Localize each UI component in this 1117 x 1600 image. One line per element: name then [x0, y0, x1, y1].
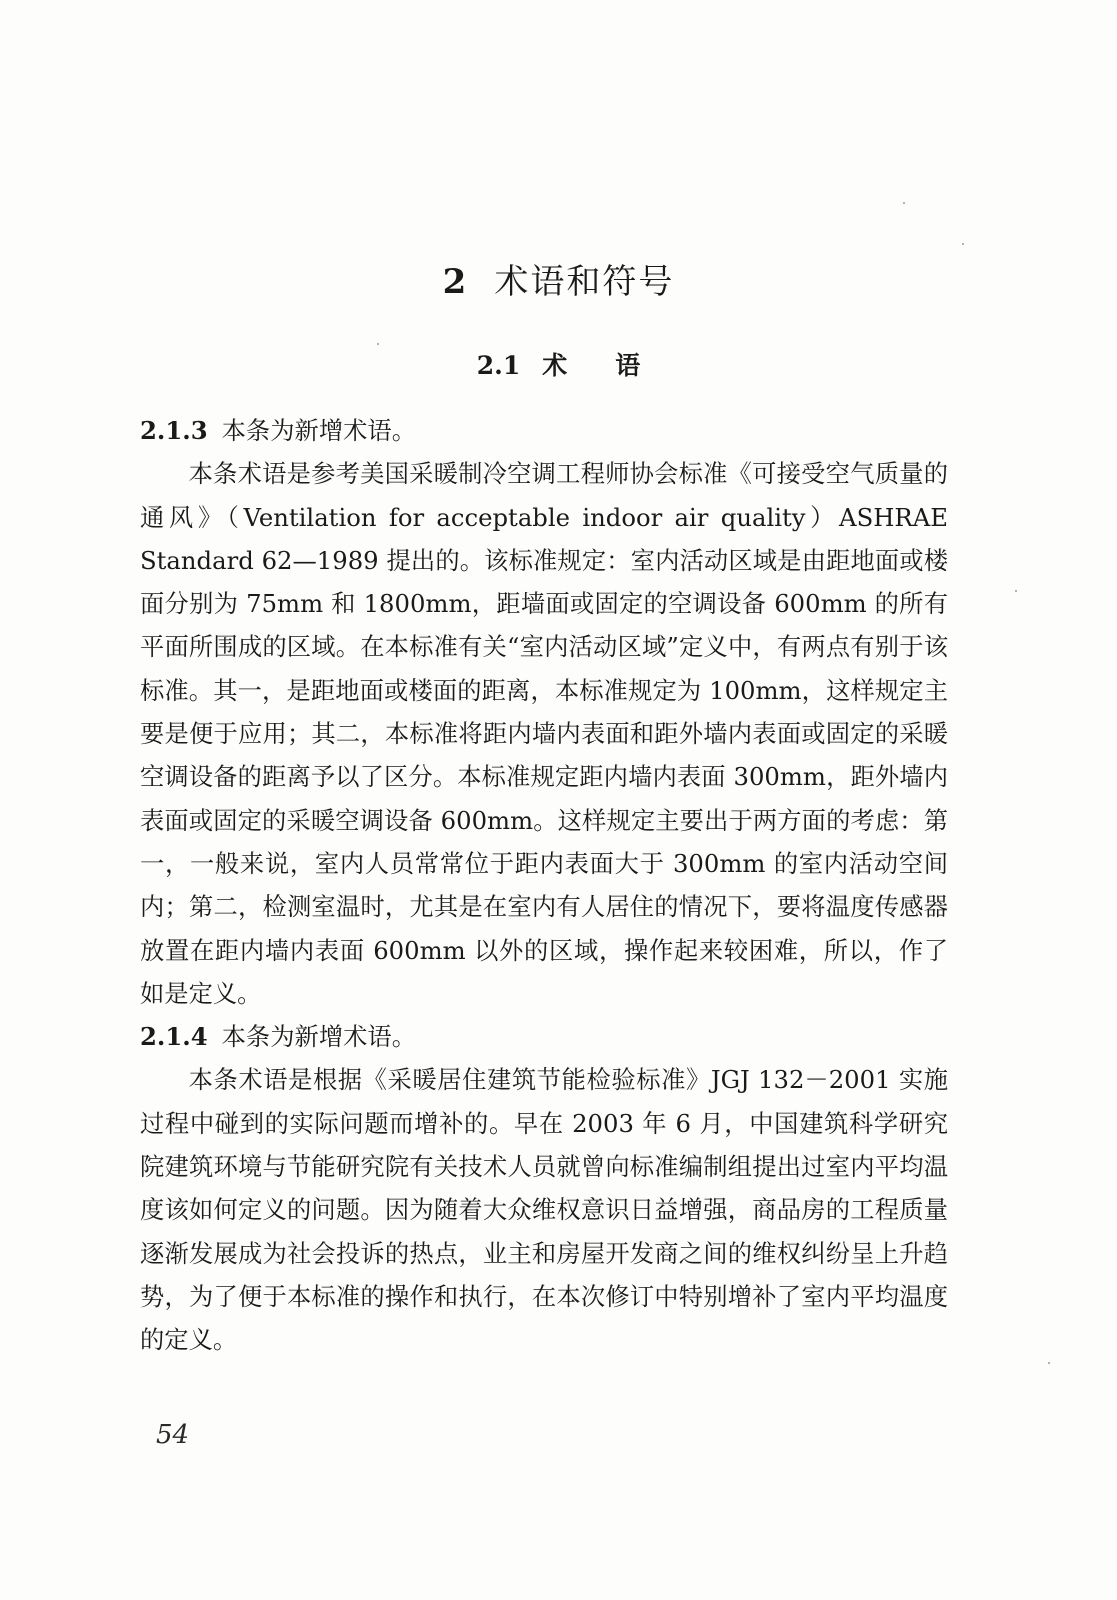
clause-heading-text: 本条为新增术语。 [221, 1022, 417, 1052]
chapter-title-text: 术语和符号 [494, 262, 675, 302]
scan-speck [377, 343, 379, 345]
scan-speck [1048, 1362, 1050, 1364]
section-title-part1: 术 [542, 351, 568, 380]
section-number: 2.1 [476, 351, 521, 380]
clause-heading [140, 409, 948, 452]
chapter-title [0, 254, 1117, 303]
body-content [140, 409, 948, 1362]
clause-paragraph: 本条术语是参考美国采暖制冷空调工程师协会标准《可接受空气质量的通风》（Ventilation for acceptable indoor air quality）ASHRAE Standard 62—1989 提出的。该标准规定：室内活动区域是由距地面或楼面分别为 75mm 和 1800mm，距墙面或固定的空调设备 600mm 的所有平面所围成的区域。在本标准有关“室内活动区域”定义中，有两点有别于该标准。其一，是距地面或楼面的距离，本标准规定为 100mm，这样规定主要是便于应用；其二，本标准将距内墙内表面和距外墙内表面或固定的采暖空调设备的距离予以了区分。本标准规定距内墙内表面 300mm，距外墙内表面或固定的采暖空调设备 600mm。这样规定主要出于两方面的考虑：第一，一般来说，室内人员常常位于距内表面大于 300mm 的室内活动空间内；第二，检测室温时，尤其是在室内有人居住的情况下，要将温度传感器放置在距内墙内表面 600mm 以外的区域，操作起来较困难，所以，作了如是定义。 [140, 459, 948, 1008]
clause-number: 2.1.3 [140, 416, 208, 445]
page-number: 54 [156, 1420, 190, 1450]
scan-speck [903, 202, 905, 204]
section-title [0, 346, 1117, 382]
scan-speck [962, 243, 964, 245]
scan-speck [1015, 590, 1017, 592]
clause-number: 2.1.4 [140, 1022, 208, 1052]
clause-paragraph: 本条术语是根据《采暖居住建筑节能检验标准》JGJ 132－2001 实施过程中碰到的实际问题而增补的。早在 2003 年 6 月，中国建筑科学研究院建筑环境与节能研究院有关技术人员就曾向标准编制组提出过室内平均温度该如何定义的问题。因为随着大众维权意识日益增强，商品房的工程质量逐渐发展成为社会投诉的热点，业主和房屋开发商之间的维权纠纷呈上升趋势，为了便于本标准的操作和执行，在本次修订中特别增补了室内平均温度的定义。 [140, 1065, 948, 1355]
clause-heading [140, 1015, 948, 1058]
clause-heading-text: 本条为新增术语。 [221, 416, 417, 445]
chapter-number: 2 [442, 262, 469, 302]
section-title-part2: 语 [615, 351, 641, 380]
